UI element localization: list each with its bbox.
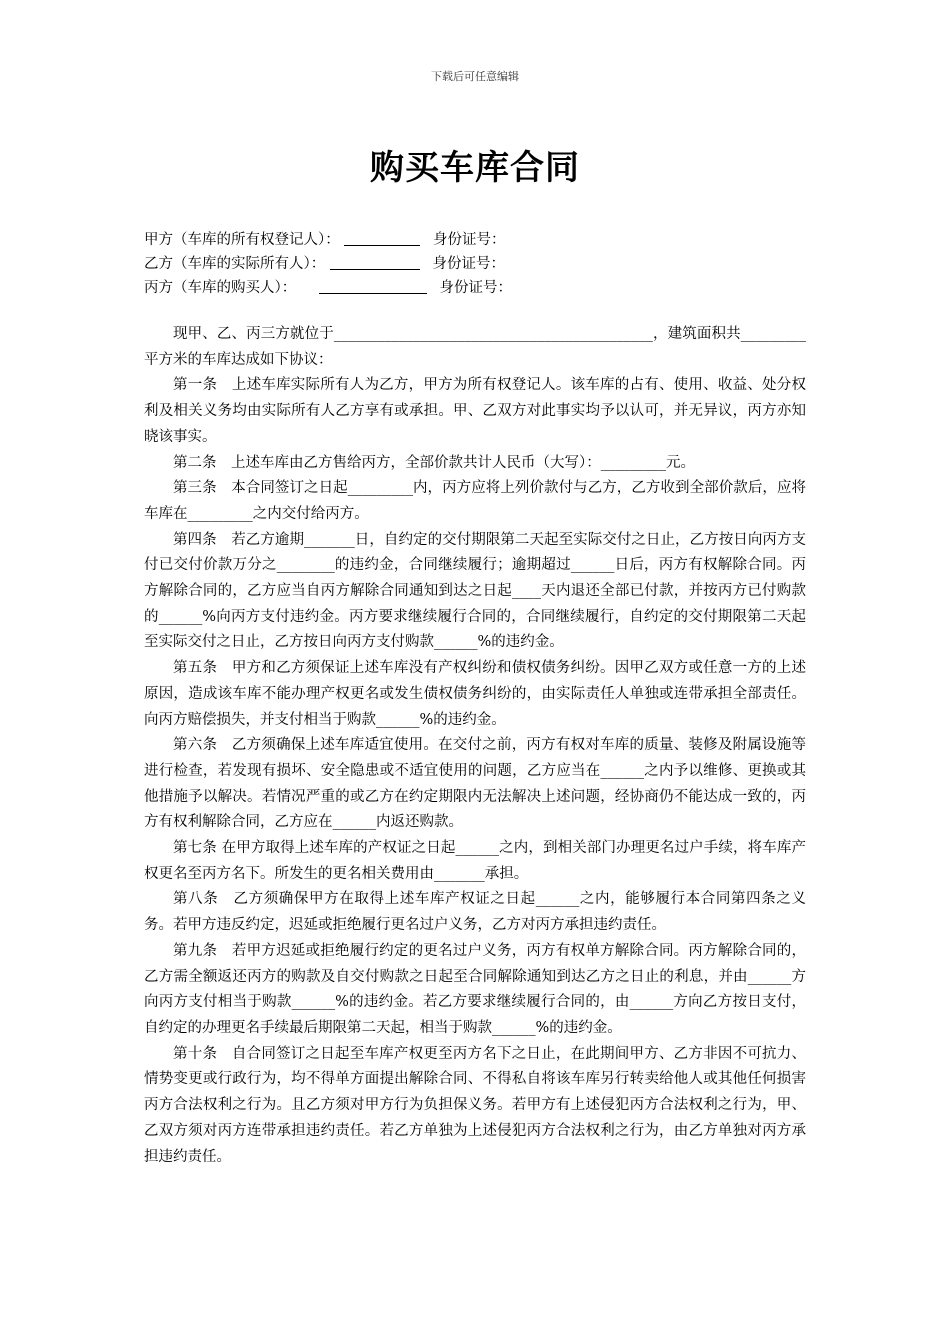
- article-3: 第三条 本合同签订之日起_________内，丙方应将上列价款付与乙方，乙方收到全部价款后，应将车库在_________之内交付给丙方。: [144, 480, 806, 522]
- preamble-paragraph: 现甲、乙、丙三方就位于____________________________________________，建筑面积共_________平方米的车库达成如下协议：: [144, 326, 806, 368]
- article-9: 第九条 若甲方迟延或拒绝履行约定的更名过户义务，丙方有权单方解除合同。丙方解除合同的，乙方需全额返还丙方的购款及自交付购款之日起至合同解除通知到达乙方之日止的利息，并由______方向丙方支付相当于购款______%的违约金。若乙方要求继续履行合同的，由______方向乙方按日支付，自约定的办理更名手续最后期限第二天起，相当于购款______%的违约金。: [144, 942, 806, 1036]
- contract-body: [144, 322, 806, 1170]
- party-a-label: 甲方（车库的所有权登记人）：: [144, 232, 340, 248]
- article-10: 第十条 自合同签订之日起至车库产权更至丙方名下之日止，在此期间甲方、乙方非因不可抗力、情势变更或行政行为，均不得单方面提出解除合同、不得私自将该车库另行转卖给他人或其他任何损害丙方合法权利之行为。且乙方须对甲方行为负担保义务。若甲方有上述侵犯丙方合法权利之行为，甲、乙双方须对丙方连带承担违约责任。若乙方单独为上述侵犯丙方合法权利之行为，由乙方单独对丙方承担违约责任。: [144, 1045, 806, 1165]
- article-8: 第八条 乙方须确保甲方在取得上述车库产权证之日起______之内，能够履行本合同第四条之义务。若甲方违反约定，迟延或拒绝履行更名过户义务，乙方对丙方承担违约责任。: [144, 891, 806, 934]
- party-a-id-label: 身份证号：: [432, 232, 506, 248]
- article-4: 第四条 若乙方逾期_______日，自约定的交付期限第二天起至实际交付之日止，乙方按日向丙方支付已交付价款万分之________的违约金，合同继续履行；逾期超过______日后，丙方有权解除合同。丙方解除合同的，乙方应当自丙方解除合同通知到达之日起____天内退还全部已付款，并按丙方已付购款的______%向丙方支付违约金。丙方要求继续履行合同的，合同继续履行，自约定的交付期限第二天起至实际交付之日止，乙方按日向丙方支付购款______%的违约金。: [144, 531, 806, 651]
- party-b-name-blank: [330, 253, 420, 270]
- party-c-name-blank: [319, 277, 427, 294]
- party-b-line: [144, 252, 505, 276]
- party-c-id-label: 身份证号：: [439, 280, 512, 296]
- article-7: 第七条 在甲方取得上述车库的产权证之日起______之内，到相关部门办理更名过户手续，将车库产权更名至丙方名下。所发生的更名相关费用由_______承担。: [144, 840, 806, 882]
- party-c-label: 丙方（车库的购买人）：: [144, 280, 297, 296]
- party-b-label: 乙方（车库的实际所有人）：: [144, 256, 326, 272]
- header-note: 下载后可任意编辑: [431, 70, 519, 83]
- party-a-line: [144, 228, 505, 252]
- party-b-id-label: 身份证号：: [432, 256, 505, 272]
- article-2: 第二条 上述车库由乙方售给丙方，全部价款共计人民币（大写）：_________元。: [173, 454, 695, 471]
- page-title: 购买车库合同: [370, 148, 580, 188]
- party-c-line: [144, 276, 512, 300]
- party-a-name-blank: [344, 229, 420, 246]
- article-5: 第五条 甲方和乙方须保证上述车库没有产权纠纷和债权债务纠纷。因甲乙双方或任意一方的上述原因，造成该车库不能办理产权更名或发生债权债务纠纷的，由实际责任人单独或连带承担全部责任。向丙方赔偿损失，并支付相当于购款______%的违约金。: [144, 660, 806, 728]
- article-1: 第一条 上述车库实际所有人为乙方，甲方为所有权登记人。该车库的占有、使用、收益、处分权利及相关义务均由实际所有人乙方享有或承担。甲、乙双方对此事实均予以认可，并无异议，丙方亦知晓该事实。: [144, 377, 806, 445]
- article-6: 第六条 乙方须确保上述车库适宜使用。在交付之前，丙方有权对车库的质量、装修及附属设施等进行检查，若发现有损坏、安全隐患或不适宜使用的问题，乙方应当在______之内予以维修、更换或其他措施予以解决。若情况严重的或乙方在约定期限内无法解决上述问题，经协商仍不能达成一致的，丙方有权利解除合同，乙方应在______内返还购款。: [144, 737, 806, 831]
